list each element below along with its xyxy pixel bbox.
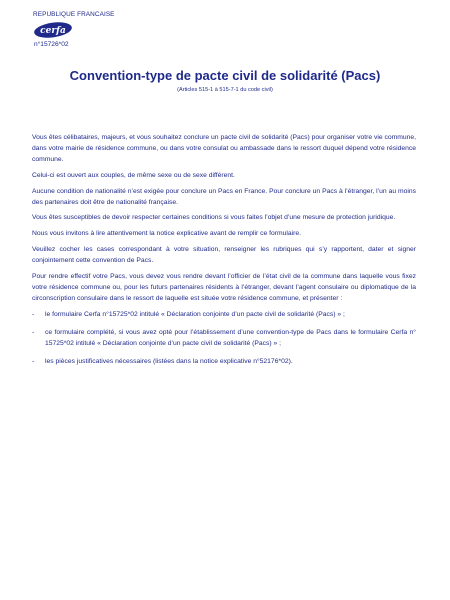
form-number: n°15726*02 [34, 41, 69, 48]
paragraph: Veuillez cocher les cases correspondant à votre situation, renseigner les rubriques qui s’y rapportent, dater et signer conjointement cette convention de Pacs. [32, 246, 416, 265]
republic-label: REPUBLIQUE FRANCAISE [33, 11, 115, 18]
logo-text: cerfa [40, 26, 66, 36]
page-title: Convention-type de pacte civil de solidarité (Pacs) [69, 68, 381, 83]
list-item-text: ce formulaire complété, si vous avez opté pour l’établissement d’une convention-type de Pacs dans le formulaire Cerfa n° 15725*02 intitulé « Déclaration conjointe d’un pacte civil de solidarité (Pacs) » ; [45, 328, 416, 347]
list-item-text: les pièces justificatives nécessaires (listées dans la notice explicative n°52176*02). [45, 357, 293, 365]
cerfa-logo [33, 22, 73, 38]
list-bullet: - [32, 357, 35, 365]
list-item-text: le formulaire Cerfa n°15725*02 intitulé « Déclaration conjointe d’un pacte civil de solidarité (Pacs) » ; [45, 310, 345, 318]
list-item [32, 310, 416, 321]
list-bullet: - [32, 328, 35, 336]
required-documents-list [32, 310, 416, 368]
body-text [32, 133, 416, 374]
page-subtitle: (Articles 515-1 à 515-7-1 du code civil) [177, 87, 273, 93]
list-item [32, 328, 416, 350]
paragraph: Pour rendre effectif votre Pacs, vous devez vous rendre devant l’officier de l’état civil de la commune dans laquelle vous fixez votre résidence commune ou, pour les futurs partenaires résidents à l’étranger, devant l’agent consulaire ou diplomatique de la circonscription consulaire dans le ressort de laquelle est située votre résidence commune, et présenter : [32, 273, 416, 302]
paragraph: Nous vous invitons à lire attentivement la notice explicative avant de remplir ce formulaire. [32, 230, 302, 238]
paragraph: Celui-ci est ouvert aux couples, de même sexe ou de sexe différent. [32, 171, 235, 179]
paragraph: Vous êtes susceptibles de devoir respecter certaines conditions si vous faites l’objet d’une mesure de protection juridique. [32, 214, 396, 222]
paragraph: Vous êtes célibataires, majeurs, et vous souhaitez conclure un pacte civil de solidarité (Pacs) pour organiser votre vie commune, dans votre mairie de résidence commune, ou dans votre consulat ou ambassade dans le ressort duquel dépend votre résidence commune. [32, 134, 416, 163]
list-item [32, 357, 416, 368]
paragraph: Aucune condition de nationalité n’est exigée pour conclure un Pacs en France. Pour conclure un Pacs à l’étranger, l’un au moins des partenaires doit être de nationalité française. [32, 187, 416, 206]
list-bullet: - [32, 310, 35, 318]
